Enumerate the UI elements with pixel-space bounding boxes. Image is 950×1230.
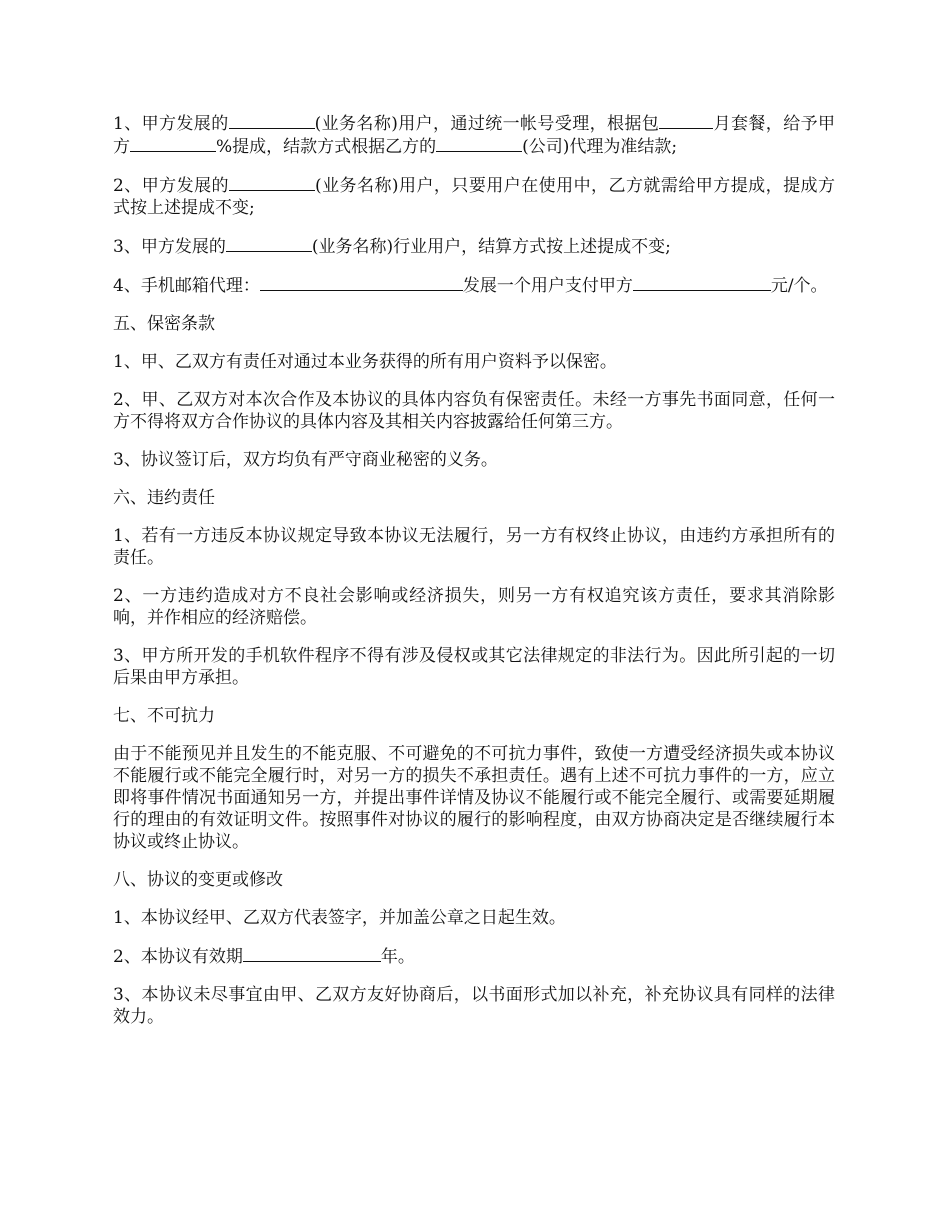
clause-4-3-text-a: 3、甲方发展的 (113, 237, 226, 257)
clause-4-2 (113, 174, 835, 219)
clause-8-2-text-b: 年。 (380, 947, 415, 967)
clause-8-3: 3、本协议未尽事宜由甲、乙双方友好协商后，以书面形式加以补充，补充协议具有同样的法律效力。 (113, 985, 835, 1027)
blank-payment-amount (633, 274, 771, 291)
clause-4-1-text-c: 月套餐，给予甲方 (113, 114, 836, 157)
clause-8-1: 1、本协议经甲、乙双方代表签字，并加盖公章之日起生效。 (113, 908, 566, 928)
clause-4-1-text-a: 1、甲方发展的 (113, 114, 229, 134)
clause-4-1 (113, 112, 835, 158)
clause-6-3: 3、甲方所开发的手机软件程序不得有涉及侵权或其它法律规定的非法行为。因此所引起的一切后果由甲方承担。 (113, 646, 835, 688)
clause-4-4 (113, 274, 835, 297)
blank-business-name (229, 174, 315, 191)
clause-8-2-text-a: 2、本协议有效期 (113, 947, 243, 967)
clause-5-1: 1、甲、乙双方有责任对通过本业务获得的所有用户资料予以保密。 (113, 352, 617, 372)
document-page (113, 112, 835, 1044)
clause-4-1-text-e: (公司)代理为准结款; (522, 137, 678, 157)
section-title-confidentiality: 五、保密条款 (113, 314, 215, 334)
clause-4-4-text-c: 元/个。 (770, 276, 828, 296)
clause-4-4-text-a: 4、手机邮箱代理： (113, 276, 260, 296)
clause-8-2 (113, 945, 835, 968)
clause-4-3 (113, 235, 835, 258)
clause-7-1: 由于不能预见并且发生的不能克服、不可避免的不可抗力事件，致使一方遭受经济损失或本协议不能履行或不能完全履行时，对另一方的损失不承担责任。遇有上述不可抗力事件的一方，应立即将事件情况书面通知另一方，并提出事件详情及协议不能履行或不能完全履行、或需要延期履行的理由的有效证明文件。按照事件对协议的履行的影响程度，由双方协商决定是否继续履行本协议或终止协议。 (113, 744, 835, 852)
clause-4-3-text-b: (业务名称)行业用户，结算方式按上述提成不变; (311, 237, 671, 257)
blank-company-name (436, 135, 522, 152)
section-title-force-majeure: 七、不可抗力 (113, 706, 215, 726)
blank-package-amount (659, 112, 713, 129)
clause-6-1: 1、若有一方违反本协议规定导致本协议无法履行，另一方有权终止协议，由违约方承担所有的责任。 (113, 526, 835, 568)
blank-business-name (226, 235, 312, 252)
clause-5-3: 3、协议签订后，双方均负有严守商业秘密的义务。 (113, 450, 498, 470)
clause-4-1-text-d: %提成，结款方式根据乙方的 (216, 137, 437, 157)
section-title-liability: 六、违约责任 (113, 488, 215, 508)
clause-4-2-text-a: 2、甲方发展的 (113, 176, 230, 196)
clause-4-4-text-b: 发展一个用户支付甲方 (462, 276, 633, 296)
clause-4-1-text-b: (业务名称)用户，通过统一帐号受理，根据包 (314, 114, 660, 134)
clause-6-2: 2、一方违约造成对方不良社会影响或经济损失，则另一方有权追究该方责任，要求其消除影响，并作相应的经济赔偿。 (113, 586, 835, 628)
blank-validity-years (243, 945, 381, 962)
blank-mailbox-agent (260, 274, 463, 291)
clause-4-2-text-b: (业务名称)用户，只要用户在使用中，乙方就需给甲方提成，提成方式按上述提成不变; (113, 176, 835, 218)
section-title-amendment: 八、协议的变更或修改 (113, 870, 283, 890)
clause-5-2: 2、甲、乙双方对本次合作及本协议的具体内容负有保密责任。未经一方事先书面同意，任何一方不得将双方合作协议的具体内容及其相关内容披露给任何第三方。 (113, 390, 835, 432)
blank-business-name (229, 112, 315, 129)
blank-commission-percent (130, 135, 216, 152)
